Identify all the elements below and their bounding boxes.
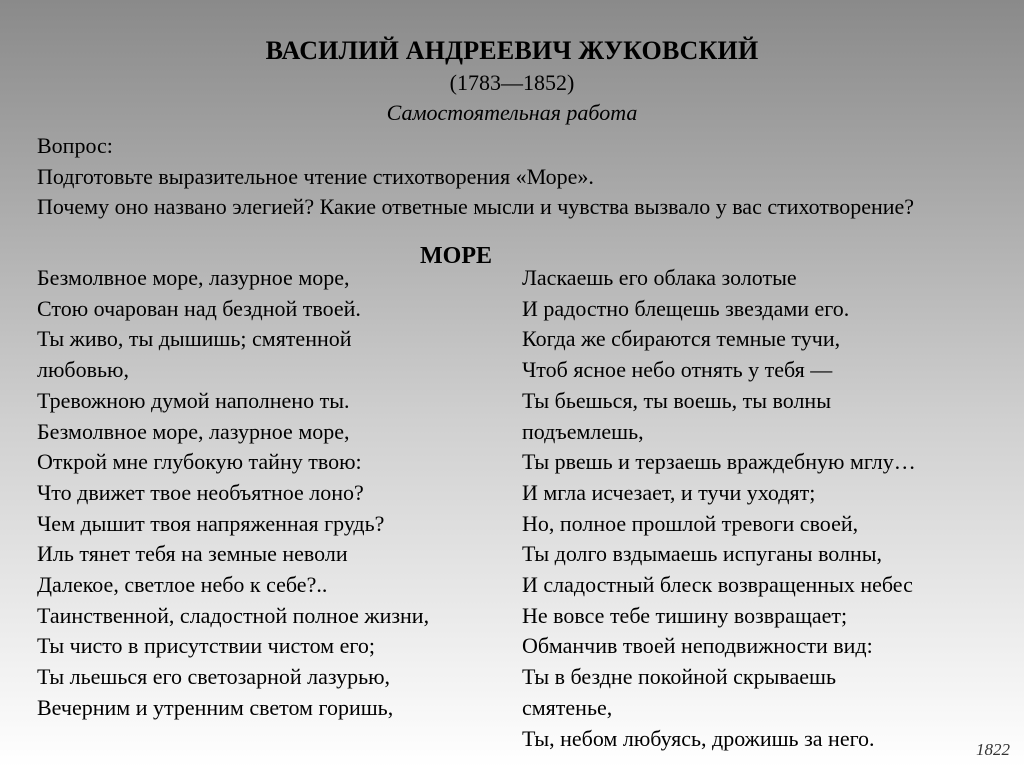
poem-line: Не вовсе тебе тишину возвращает; xyxy=(522,602,848,628)
poem-line: И мгла исчезает, и тучи уходят; xyxy=(522,479,816,505)
poem-line: Чем дышит твоя напряженная грудь? xyxy=(37,510,385,536)
author-years: (1783—1852) xyxy=(449,70,575,95)
task-label: Вопрос: xyxy=(37,133,113,158)
poem-line: Стою очарован над бездной твоей. xyxy=(37,295,361,321)
poem-line: Таинственной, сладостной полное жизни, xyxy=(37,602,430,628)
poem-column-right xyxy=(522,263,992,754)
poem-line: Но, полное прошлой тревоги своей, xyxy=(522,510,859,536)
poem-line: Ты живо, ты дышишь; смятенной xyxy=(37,326,352,352)
poem-line: Обманчив твоей неподвижности вид: xyxy=(522,633,873,659)
poem-line: И радостно блещешь звездами его. xyxy=(522,295,850,321)
poem-title: МОРЕ xyxy=(420,243,492,269)
poem-line: Далекое, светлое небо к себе?.. xyxy=(37,572,328,598)
poem-line: Когда же сбираются темные тучи, xyxy=(522,326,841,352)
poem-year: 1822 xyxy=(976,740,1010,759)
poem-line: смятенье, xyxy=(522,694,613,720)
header xyxy=(0,34,1024,128)
poem-line: Ты чисто в присутствии чистом его; xyxy=(37,633,375,659)
poem-line: Безмолвное море, лазурное море, xyxy=(37,265,350,290)
poem-line: Ты бьешься, ты воешь, ты волны xyxy=(522,387,831,413)
poem-line: Безмолвное море, лазурное море, xyxy=(37,418,350,444)
poem-line: И сладостный блеск возвращенных небес xyxy=(522,572,913,598)
poem-line: Что движет твое необъятное лоно? xyxy=(37,479,364,505)
task-line-1: Подготовьте выразительное чтение стихотворения «Море». xyxy=(37,163,594,189)
poem-line: Ты рвешь и терзаешь враждебную мглу… xyxy=(522,449,916,475)
poem-line: Чтоб ясное небо отнять у тебя — xyxy=(522,357,833,383)
poem-line: Тревожною думой наполнено ты. xyxy=(37,387,350,413)
poem-line: Ты в бездне покойной скрываешь xyxy=(522,664,836,690)
poem-line: подъемлешь, xyxy=(522,418,644,444)
poem-line: Вечерним и утренним светом горишь, xyxy=(37,694,394,720)
poem-line: Ты льешься его светозарной лазурью, xyxy=(37,664,391,690)
work-subtitle: Самостоятельная работа xyxy=(386,100,638,125)
poem-line: Иль тянет тебя на земные неволи xyxy=(37,541,348,567)
poem-line: Ты, небом любуясь, дрожишь за него. xyxy=(522,725,875,751)
author-name: ВАСИЛИЙ АНДРЕЕВИЧ ЖУКОВСКИЙ xyxy=(265,36,759,65)
task-line-2: Почему оно названо элегией? Какие ответные мысли и чувства вызвало у вас стихотворение? xyxy=(37,194,915,219)
poem-line: Ты долго вздымаешь испуганы волны, xyxy=(522,541,883,567)
poem-line: Ласкаешь его облака золотые xyxy=(522,265,797,290)
poem-line: Открой мне глубокую тайну твою: xyxy=(37,449,362,475)
poem-column-left xyxy=(37,263,507,724)
poem-line: любовью, xyxy=(37,357,129,383)
task-block xyxy=(37,131,987,223)
